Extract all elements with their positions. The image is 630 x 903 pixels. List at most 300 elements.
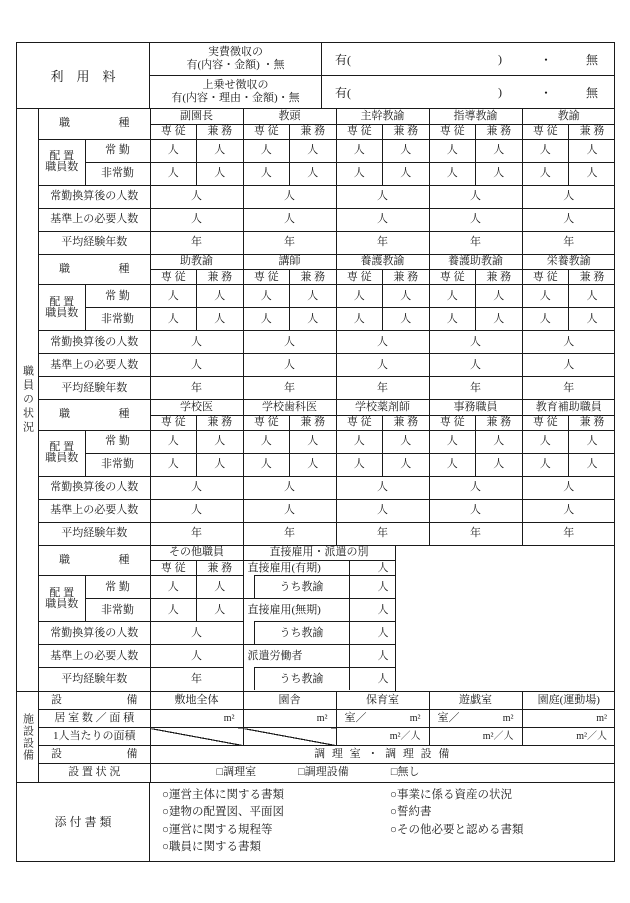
unit-label: m²／人	[389, 730, 421, 742]
staff-table-3	[39, 400, 615, 546]
equipment-label-left: 設	[51, 693, 62, 706]
count-cell: 人	[476, 453, 523, 476]
count-cell: 人	[429, 331, 522, 354]
count-cell: 人	[383, 162, 430, 185]
placement-line: 配 置	[49, 441, 75, 453]
facilities-section-vertical-label: 施設設備	[21, 712, 34, 761]
employment-grid	[244, 561, 395, 690]
job-column-header: 教育補助職員	[522, 400, 615, 415]
concurrent-header: 兼 務	[476, 124, 523, 139]
count-cell: 人	[476, 308, 523, 331]
count-cell: 人	[522, 208, 615, 231]
rooms-area-cell	[336, 710, 429, 728]
concurrent-header: 兼 務	[197, 415, 244, 430]
count-cell: 人	[150, 622, 243, 645]
placement-staff-label	[39, 576, 85, 622]
application-form	[16, 42, 615, 862]
count-cell: 人	[569, 139, 616, 162]
job-column-header: 学校歯科医	[243, 400, 336, 415]
count-cell: 人	[197, 162, 244, 185]
count-cell: 年	[243, 377, 336, 400]
job-column-header: その他職員	[150, 546, 243, 561]
dedicated-header: 専 従	[429, 270, 476, 285]
count-cell: 人	[197, 308, 244, 331]
employment-row	[244, 644, 395, 667]
employment-row	[244, 667, 395, 690]
concurrent-header: 兼 務	[569, 415, 616, 430]
fulltime-label: 常 勤	[85, 430, 150, 453]
count-cell: 人	[197, 430, 244, 453]
attachment-item: ○その他必要と認める書類	[390, 823, 524, 836]
job-column-header: 栄養教諭	[522, 255, 615, 270]
job-column-header: 教頭	[243, 109, 336, 124]
count-cell: 人	[522, 430, 569, 453]
value-close-paren: )	[497, 51, 502, 66]
job-column-header: 養護教諭	[336, 255, 429, 270]
value-separator-dot: ・	[539, 85, 552, 100]
job-type-header	[39, 255, 150, 285]
concurrent-header: 兼 務	[383, 124, 430, 139]
employment-row	[244, 575, 395, 598]
count-cell: 人	[150, 331, 243, 354]
kitchen-equipment-value: 調 理 室 ・ 調 理 設 備	[150, 746, 615, 764]
count-cell: 人	[522, 331, 615, 354]
employment-row-label: 直接雇用(有期)	[247, 561, 321, 574]
facility-column-header: 敷地全体	[150, 692, 243, 710]
surcharge-collection-label	[150, 76, 322, 108]
job-type-char: 職	[59, 408, 70, 421]
unit-label: m²	[223, 712, 235, 724]
count-cell: 人	[197, 599, 244, 622]
count-cell: 人	[522, 139, 569, 162]
count-cell: 人	[336, 331, 429, 354]
count-cell: 人	[336, 453, 383, 476]
dedicated-header: 専 従	[522, 124, 569, 139]
actual-cost-line1: 実費徴収の	[208, 45, 263, 58]
count-cell: 人	[290, 139, 337, 162]
count-cell: 人	[150, 139, 197, 162]
count-cell: 年	[522, 377, 615, 400]
count-cell: 人	[150, 354, 243, 377]
fte-label: 常勤換算後の人数	[39, 476, 150, 499]
value-open-paren: 有(	[335, 52, 351, 67]
count-cell: 人	[150, 576, 197, 599]
dedicated-header: 専 従	[150, 270, 197, 285]
employment-row-label: うち教諭	[254, 667, 349, 690]
count-cell: 人	[336, 476, 429, 499]
count-cell: 人	[383, 453, 430, 476]
count-cell: 年	[243, 231, 336, 254]
job-column-header: 教諭	[522, 109, 615, 124]
count-cell: 人	[150, 453, 197, 476]
installation-status-cell	[150, 764, 615, 782]
job-column-header: 助教諭	[150, 255, 243, 270]
rooms-area-cell	[522, 710, 615, 728]
job-type-char: 種	[118, 262, 130, 275]
count-cell: 人	[150, 499, 243, 522]
count-cell: 人	[429, 185, 522, 208]
staff-table-2	[39, 255, 615, 401]
cell-prefix: 室／	[344, 712, 367, 725]
count-cell: 人	[197, 453, 244, 476]
placement-line: 配 置	[49, 150, 75, 162]
count-cell: 人	[429, 162, 476, 185]
employment-row	[244, 561, 395, 575]
attachment-list-right	[390, 787, 610, 857]
required-label: 基準上の必要人数	[39, 208, 150, 231]
parttime-label: 非常勤	[85, 162, 150, 185]
job-column-header: 事務職員	[429, 400, 522, 415]
facility-column-header: 園庭(運動場)	[522, 692, 615, 710]
count-cell: 人	[429, 453, 476, 476]
employment-type-header: 直接雇用・派遣の別	[243, 546, 395, 561]
count-cell: 人	[383, 285, 430, 308]
unit-label: m²	[316, 712, 328, 724]
job-column-header: 学校医	[150, 400, 243, 415]
placement-line: 職員数	[45, 597, 79, 610]
job-column-header: 指導教諭	[429, 109, 522, 124]
count-cell: 人	[522, 162, 569, 185]
concurrent-header: 兼 務	[383, 415, 430, 430]
per-person-area-cell	[336, 728, 429, 746]
concurrent-header: 兼 務	[569, 270, 616, 285]
job-type-header	[39, 109, 150, 139]
employment-row-label: うち教諭	[254, 575, 349, 598]
count-cell: 人	[429, 308, 476, 331]
fte-label: 常勤換算後の人数	[39, 185, 150, 208]
facility-column-header: 園舎	[243, 692, 336, 710]
count-cell: 人	[150, 208, 243, 231]
parttime-label: 非常勤	[85, 599, 150, 622]
count-cell: 人	[197, 576, 244, 599]
attachment-list-left	[162, 787, 390, 857]
parttime-label: 非常勤	[85, 453, 150, 476]
actual-cost-value-cell	[322, 43, 614, 76]
concurrent-header: 兼 務	[476, 415, 523, 430]
count-cell: 人	[150, 185, 243, 208]
rooms-area-cell	[150, 710, 243, 728]
kitchen-room-checkbox-option: □調理室	[216, 766, 257, 779]
job-type-char: 職	[59, 117, 70, 130]
count-cell: 人	[336, 430, 383, 453]
staff-tables	[39, 109, 615, 691]
attachment-item: ○事業に係る資産の状況	[390, 788, 512, 801]
count-cell: 人	[290, 430, 337, 453]
installation-status-label: 設 置 状 況	[39, 764, 150, 782]
count-cell: 人	[197, 285, 244, 308]
count-cell: 人	[476, 139, 523, 162]
concurrent-header: 兼 務	[197, 270, 244, 285]
per-person-area-cell	[522, 728, 615, 746]
unit-label: m²	[502, 712, 514, 724]
dedicated-header: 専 従	[429, 415, 476, 430]
actual-cost-line2: 有(内容・金額) ・無	[186, 59, 285, 71]
job-column-header: 副園長	[150, 109, 243, 124]
employment-count-cell: 人	[349, 575, 395, 598]
actual-cost-collection-label	[150, 43, 322, 76]
count-cell: 人	[290, 453, 337, 476]
count-cell: 人	[290, 308, 337, 331]
count-cell: 人	[243, 185, 336, 208]
attachment-item: ○誓約書	[390, 806, 432, 818]
count-cell: 人	[522, 308, 569, 331]
employment-count-cell: 人	[349, 644, 395, 667]
count-cell: 年	[243, 522, 336, 545]
count-cell: 人	[336, 499, 429, 522]
job-type-header	[39, 546, 150, 576]
kitchen-equipment-label	[39, 746, 150, 764]
job-column-header: 学校薬剤師	[336, 400, 429, 415]
attachments-section-label: 添 付 書 類	[17, 783, 150, 861]
job-type-char: 種	[118, 117, 130, 130]
attachments-body	[150, 783, 614, 861]
count-cell: 人	[522, 499, 615, 522]
count-cell: 人	[150, 645, 243, 668]
count-cell: 人	[476, 285, 523, 308]
job-column-header: 講師	[243, 255, 336, 270]
facilities-section-sidebar	[17, 692, 39, 782]
count-cell: 人	[383, 308, 430, 331]
job-type-char: 職	[59, 553, 70, 566]
concurrent-header: 兼 務	[197, 561, 244, 576]
not-applicable-diagonal-cell	[243, 728, 336, 746]
fte-label: 常勤換算後の人数	[39, 331, 150, 354]
dedicated-header: 専 従	[150, 415, 197, 430]
value-open-paren: 有(	[335, 85, 351, 100]
employment-row-label: 派遣労働者	[244, 644, 349, 667]
rooms-area-label: 居 室 数 ／ 面 積	[39, 710, 150, 728]
fees-section	[17, 43, 614, 109]
count-cell: 人	[522, 453, 569, 476]
count-cell: 人	[243, 308, 290, 331]
unit-label: m²／人	[576, 730, 607, 742]
dedicated-header: 専 従	[336, 124, 383, 139]
count-cell: 人	[522, 354, 615, 377]
facility-column-header: 保育室	[336, 692, 429, 710]
concurrent-header: 兼 務	[476, 270, 523, 285]
count-cell: 人	[336, 208, 429, 231]
attachment-item: ○建物の配置図、平面図	[162, 806, 284, 818]
not-applicable-diagonal-cell	[150, 728, 243, 746]
concurrent-header: 兼 務	[290, 124, 337, 139]
blank-area	[395, 546, 615, 691]
count-cell: 人	[243, 139, 290, 162]
count-cell: 人	[150, 599, 197, 622]
parttime-label: 非常勤	[85, 308, 150, 331]
placement-line: 職員数	[45, 161, 79, 173]
placement-line: 配 置	[49, 586, 75, 599]
avg-label: 平均経験年数	[39, 231, 150, 254]
concurrent-header: 兼 務	[569, 124, 616, 139]
dedicated-header: 専 従	[243, 415, 290, 430]
rooms-area-cell	[243, 710, 336, 728]
count-cell: 年	[522, 231, 615, 254]
indent-gap	[244, 667, 254, 690]
equipment-header-label	[39, 692, 150, 710]
placement-staff-label	[39, 430, 85, 476]
count-cell: 人	[150, 308, 197, 331]
staff-section-sidebar	[17, 109, 39, 691]
unit-label: m²	[596, 712, 607, 724]
placement-line: 職員数	[45, 306, 79, 319]
count-cell: 年	[150, 522, 243, 545]
none-checkbox-option: □無し	[390, 766, 420, 779]
employment-count-cell: 人	[349, 598, 395, 621]
count-cell: 年	[336, 522, 429, 545]
count-cell: 人	[429, 430, 476, 453]
dedicated-header: 専 従	[243, 270, 290, 285]
dedicated-header: 専 従	[243, 124, 290, 139]
count-cell: 人	[429, 208, 522, 231]
count-cell: 人	[243, 162, 290, 185]
concurrent-header: 兼 務	[290, 415, 337, 430]
staff-section-vertical-label: 職員の状況	[21, 364, 34, 435]
count-cell: 人	[522, 185, 615, 208]
count-cell: 人	[522, 285, 569, 308]
unit-label: m²	[409, 712, 421, 724]
attachments-section	[17, 783, 614, 861]
cell-prefix: 室／	[437, 712, 460, 725]
job-type-char: 種	[118, 553, 130, 566]
count-cell: 年	[429, 377, 522, 400]
attachment-item: ○職員に関する書類	[162, 841, 261, 853]
count-cell: 人	[569, 162, 616, 185]
fulltime-label: 常 勤	[85, 576, 150, 599]
placement-line: 配 置	[49, 295, 75, 308]
value-none-option: 無	[585, 85, 598, 100]
avg-label: 平均経験年数	[39, 377, 150, 400]
per-person-area-label: 1人当たりの面積	[39, 728, 150, 746]
required-label: 基準上の必要人数	[39, 645, 150, 668]
count-cell: 人	[243, 430, 290, 453]
count-cell: 人	[569, 430, 616, 453]
count-cell: 人	[243, 331, 336, 354]
count-cell: 人	[569, 308, 616, 331]
employment-count-cell: 人	[349, 561, 395, 575]
concurrent-header: 兼 務	[383, 270, 430, 285]
staff-status-section	[17, 109, 614, 692]
count-cell: 人	[569, 285, 616, 308]
count-cell: 人	[150, 476, 243, 499]
value-none-option: 無	[585, 52, 598, 67]
count-cell: 人	[336, 139, 383, 162]
value-separator-dot: ・	[539, 52, 552, 67]
count-cell: 人	[336, 354, 429, 377]
job-type-char: 種	[118, 408, 130, 421]
employment-row	[244, 598, 395, 621]
required-label: 基準上の必要人数	[39, 499, 150, 522]
fulltime-label: 常 勤	[85, 285, 150, 308]
placement-staff-label	[39, 139, 85, 185]
dedicated-header: 専 従	[336, 270, 383, 285]
count-cell: 人	[336, 285, 383, 308]
per-person-area-cell	[429, 728, 522, 746]
count-cell: 年	[150, 377, 243, 400]
count-cell: 人	[569, 453, 616, 476]
dedicated-header: 専 従	[522, 270, 569, 285]
count-cell: 人	[150, 285, 197, 308]
equipment-label-right: 備	[126, 748, 138, 761]
count-cell: 人	[243, 285, 290, 308]
fees-section-label: 利 用 料	[17, 43, 150, 108]
count-cell: 人	[476, 430, 523, 453]
employment-row-label: 直接雇用(無期)	[244, 598, 349, 621]
concurrent-header: 兼 務	[290, 270, 337, 285]
equipment-label-left: 設	[51, 748, 62, 761]
count-cell: 人	[336, 162, 383, 185]
dedicated-header: 専 従	[429, 124, 476, 139]
value-close-paren: )	[497, 84, 502, 99]
attachment-item: ○運営主体に関する書類	[162, 788, 284, 801]
employment-count-cell: 人	[349, 621, 395, 644]
count-cell: 人	[243, 499, 336, 522]
indent-gap	[244, 575, 254, 598]
count-cell: 人	[429, 285, 476, 308]
facility-column-header: 遊戯室	[429, 692, 522, 710]
required-label: 基準上の必要人数	[39, 354, 150, 377]
employment-row	[244, 621, 395, 644]
count-cell: 人	[150, 162, 197, 185]
placement-line: 職員数	[45, 452, 79, 464]
dedicated-header: 専 従	[336, 415, 383, 430]
surcharge-line1: 上乗せ徴収の	[202, 78, 269, 91]
count-cell: 年	[522, 522, 615, 545]
count-cell: 人	[290, 285, 337, 308]
dedicated-header: 専 従	[150, 124, 197, 139]
count-cell: 年	[429, 522, 522, 545]
count-cell: 人	[336, 308, 383, 331]
surcharge-value-cell	[322, 76, 614, 108]
count-cell: 人	[429, 476, 522, 499]
staff-table-1	[39, 109, 615, 255]
count-cell: 年	[336, 377, 429, 400]
concurrent-header: 兼 務	[197, 124, 244, 139]
count-cell: 人	[150, 430, 197, 453]
count-cell: 人	[243, 453, 290, 476]
count-cell: 年	[150, 231, 243, 254]
count-cell: 人	[243, 354, 336, 377]
unit-label: m²／人	[482, 730, 514, 742]
job-column-header: 養護助教諭	[429, 255, 522, 270]
dedicated-header: 専 従	[522, 415, 569, 430]
dedicated-header: 専 従	[150, 561, 197, 576]
fte-label: 常勤換算後の人数	[39, 622, 150, 645]
indent-gap	[244, 621, 254, 644]
employment-breakdown	[243, 561, 395, 691]
count-cell: 年	[150, 668, 243, 691]
employment-row-label: うち教諭	[254, 621, 349, 644]
attachment-item: ○運営に関する規程等	[162, 823, 273, 836]
staff-table-4	[39, 546, 615, 691]
count-cell: 年	[429, 231, 522, 254]
count-cell: 人	[336, 185, 429, 208]
avg-label: 平均経験年数	[39, 522, 150, 545]
count-cell: 人	[243, 208, 336, 231]
count-cell: 人	[429, 499, 522, 522]
equipment-label-right: 備	[126, 693, 138, 706]
count-cell: 年	[336, 231, 429, 254]
surcharge-line2: 有(内容・理由・金額)・無	[171, 92, 300, 104]
count-cell: 人	[522, 476, 615, 499]
count-cell: 人	[383, 139, 430, 162]
count-cell: 人	[243, 476, 336, 499]
count-cell: 人	[290, 162, 337, 185]
count-cell: 人	[197, 139, 244, 162]
kitchen-equipment-checkbox-option: □調理設備	[298, 766, 349, 779]
job-type-char: 職	[59, 262, 70, 275]
facilities-table	[39, 692, 615, 782]
facilities-section	[17, 692, 614, 783]
